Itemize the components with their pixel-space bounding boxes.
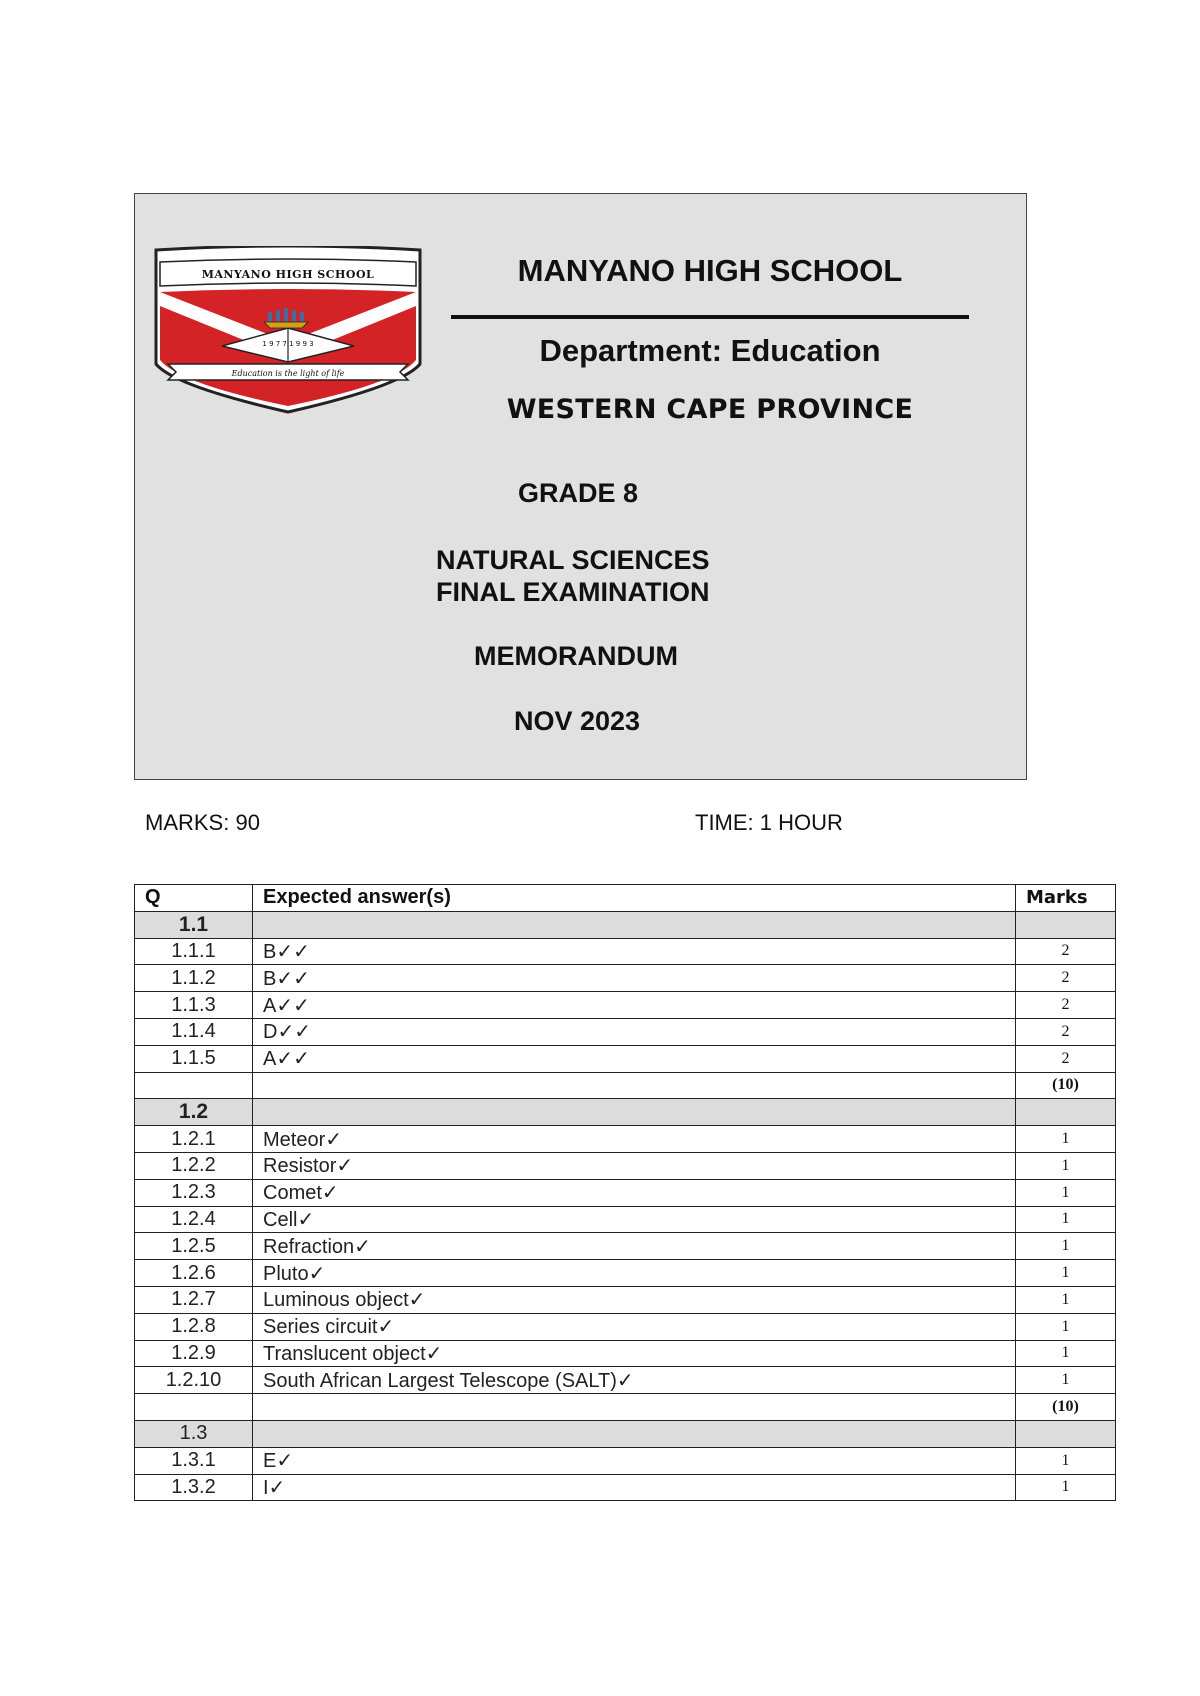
answer-cell: D✓✓: [253, 1018, 1016, 1045]
table-row: [135, 1179, 1116, 1206]
svg-text:MANYANO HIGH SCHOOL: MANYANO HIGH SCHOOL: [201, 268, 375, 281]
marks-cell: 2: [1016, 938, 1116, 965]
marks-cell: 2: [1016, 1018, 1116, 1045]
marks-cell: 1: [1016, 1179, 1116, 1206]
marks-cell: 1: [1016, 1152, 1116, 1179]
question-number-cell: 1.3: [135, 1420, 253, 1447]
answer-cell: [253, 1420, 1016, 1447]
section-row: [135, 1420, 1116, 1447]
memorandum-table: [134, 884, 1116, 1501]
subject-title: [436, 544, 710, 608]
table-row: [135, 1286, 1116, 1313]
table-header-row: [135, 885, 1116, 912]
question-number-cell: 1.2.4: [135, 1206, 253, 1233]
question-number-cell: 1.1.4: [135, 1018, 253, 1045]
question-number-cell: 1.1.5: [135, 1045, 253, 1072]
department-name: Department: Education: [539, 333, 881, 368]
grade-label: GRADE 8: [518, 478, 639, 508]
answer-cell: South African Largest Telescope (SALT)✓: [253, 1367, 1016, 1394]
answer-cell: Refraction✓: [253, 1233, 1016, 1260]
question-number-cell: 1.1.1: [135, 938, 253, 965]
question-number-cell: [135, 1394, 253, 1421]
answer-cell: B✓✓: [253, 938, 1016, 965]
question-number-cell: 1.2.1: [135, 1126, 253, 1153]
total-marks: MARKS: 90: [145, 810, 260, 835]
marks-cell: 2: [1016, 1045, 1116, 1072]
answer-cell: Pluto✓: [253, 1260, 1016, 1287]
answer-cell: Cell✓: [253, 1206, 1016, 1233]
answer-cell: A✓✓: [253, 1045, 1016, 1072]
marks-cell: 1: [1016, 1340, 1116, 1367]
table-row: [135, 1206, 1116, 1233]
table-row: [135, 1260, 1116, 1287]
answer-cell: I✓: [253, 1474, 1016, 1501]
marks-cell: 1: [1016, 1286, 1116, 1313]
answer-cell: A✓✓: [253, 992, 1016, 1019]
question-number-cell: 1.2.3: [135, 1179, 253, 1206]
marks-cell: 1: [1016, 1367, 1116, 1394]
svg-text:Education is the light of life: Education is the light of life: [231, 369, 345, 378]
table-row: [135, 1474, 1116, 1501]
marks-cell: [1016, 1420, 1116, 1447]
province-name: WESTERN CAPE PROVINCE: [506, 394, 914, 425]
table-row: [135, 1045, 1116, 1072]
table-row: [135, 1126, 1116, 1153]
table-row: [135, 1340, 1116, 1367]
marks-cell: 1: [1016, 1233, 1116, 1260]
table-body: [135, 911, 1116, 1501]
answer-cell: Luminous object✓: [253, 1286, 1016, 1313]
table-row: [135, 1152, 1116, 1179]
document-type: MEMORANDUM: [474, 641, 678, 671]
header-divider: [451, 315, 969, 319]
school-crest-logo: [152, 246, 424, 416]
section-row: [135, 911, 1116, 938]
marks-cell: [1016, 1099, 1116, 1126]
answer-cell: B✓✓: [253, 965, 1016, 992]
question-number-cell: 1.1: [135, 911, 253, 938]
question-number-cell: 1.2.2: [135, 1152, 253, 1179]
answer-cell: Translucent object✓: [253, 1340, 1016, 1367]
subject-line-2: FINAL EXAMINATION: [436, 577, 710, 607]
answer-cell: Meteor✓: [253, 1126, 1016, 1153]
question-number-cell: 1.3.2: [135, 1474, 253, 1501]
marks-cell: 1: [1016, 1447, 1116, 1474]
marks-cell: 1: [1016, 1206, 1116, 1233]
marks-cell: 2: [1016, 965, 1116, 992]
answer-cell: Series circuit✓: [253, 1313, 1016, 1340]
header-q: Q: [135, 885, 253, 912]
marks-cell: 2: [1016, 992, 1116, 1019]
answer-cell: [253, 1099, 1016, 1126]
table-row: [135, 938, 1116, 965]
answer-cell: Comet✓: [253, 1179, 1016, 1206]
question-number-cell: 1.2: [135, 1099, 253, 1126]
table-row: [135, 965, 1116, 992]
table-row: [135, 1367, 1116, 1394]
subtotal-row: [135, 1072, 1116, 1099]
answer-cell: [253, 911, 1016, 938]
table-row: [135, 1313, 1116, 1340]
marks-cell: 1: [1016, 1474, 1116, 1501]
table-row: [135, 1447, 1116, 1474]
table-row: [135, 992, 1116, 1019]
marks-cell: 1: [1016, 1313, 1116, 1340]
header-answer: Expected answer(s): [253, 885, 1016, 912]
marks-cell: 1: [1016, 1126, 1116, 1153]
question-number-cell: 1.2.10: [135, 1367, 253, 1394]
question-number-cell: 1.1.2: [135, 965, 253, 992]
marks-cell: (10): [1016, 1394, 1116, 1421]
subject-line-1: NATURAL SCIENCES: [436, 545, 710, 575]
school-name: MANYANO HIGH SCHOOL: [517, 253, 903, 288]
question-number-cell: [135, 1072, 253, 1099]
answer-cell: Resistor✓: [253, 1152, 1016, 1179]
section-row: [135, 1099, 1116, 1126]
question-number-cell: 1.2.8: [135, 1313, 253, 1340]
question-number-cell: 1.2.7: [135, 1286, 253, 1313]
marks-cell: [1016, 911, 1116, 938]
answer-cell: E✓: [253, 1447, 1016, 1474]
exam-date: NOV 2023: [514, 706, 641, 736]
table-row: [135, 1018, 1116, 1045]
question-number-cell: 1.3.1: [135, 1447, 253, 1474]
svg-text:1 9 7 7 1 9 9 3: 1 9 7 7 1 9 9 3: [262, 340, 314, 348]
marks-cell: (10): [1016, 1072, 1116, 1099]
question-number-cell: 1.1.3: [135, 992, 253, 1019]
time-allowed: TIME: 1 HOUR: [695, 810, 843, 835]
question-number-cell: 1.2.9: [135, 1340, 253, 1367]
marks-cell: 1: [1016, 1260, 1116, 1287]
answer-cell: [253, 1394, 1016, 1421]
table-row: [135, 1233, 1116, 1260]
header-marks: Marks: [1016, 885, 1116, 912]
question-number-cell: 1.2.6: [135, 1260, 253, 1287]
question-number-cell: 1.2.5: [135, 1233, 253, 1260]
answer-cell: [253, 1072, 1016, 1099]
subtotal-row: [135, 1394, 1116, 1421]
